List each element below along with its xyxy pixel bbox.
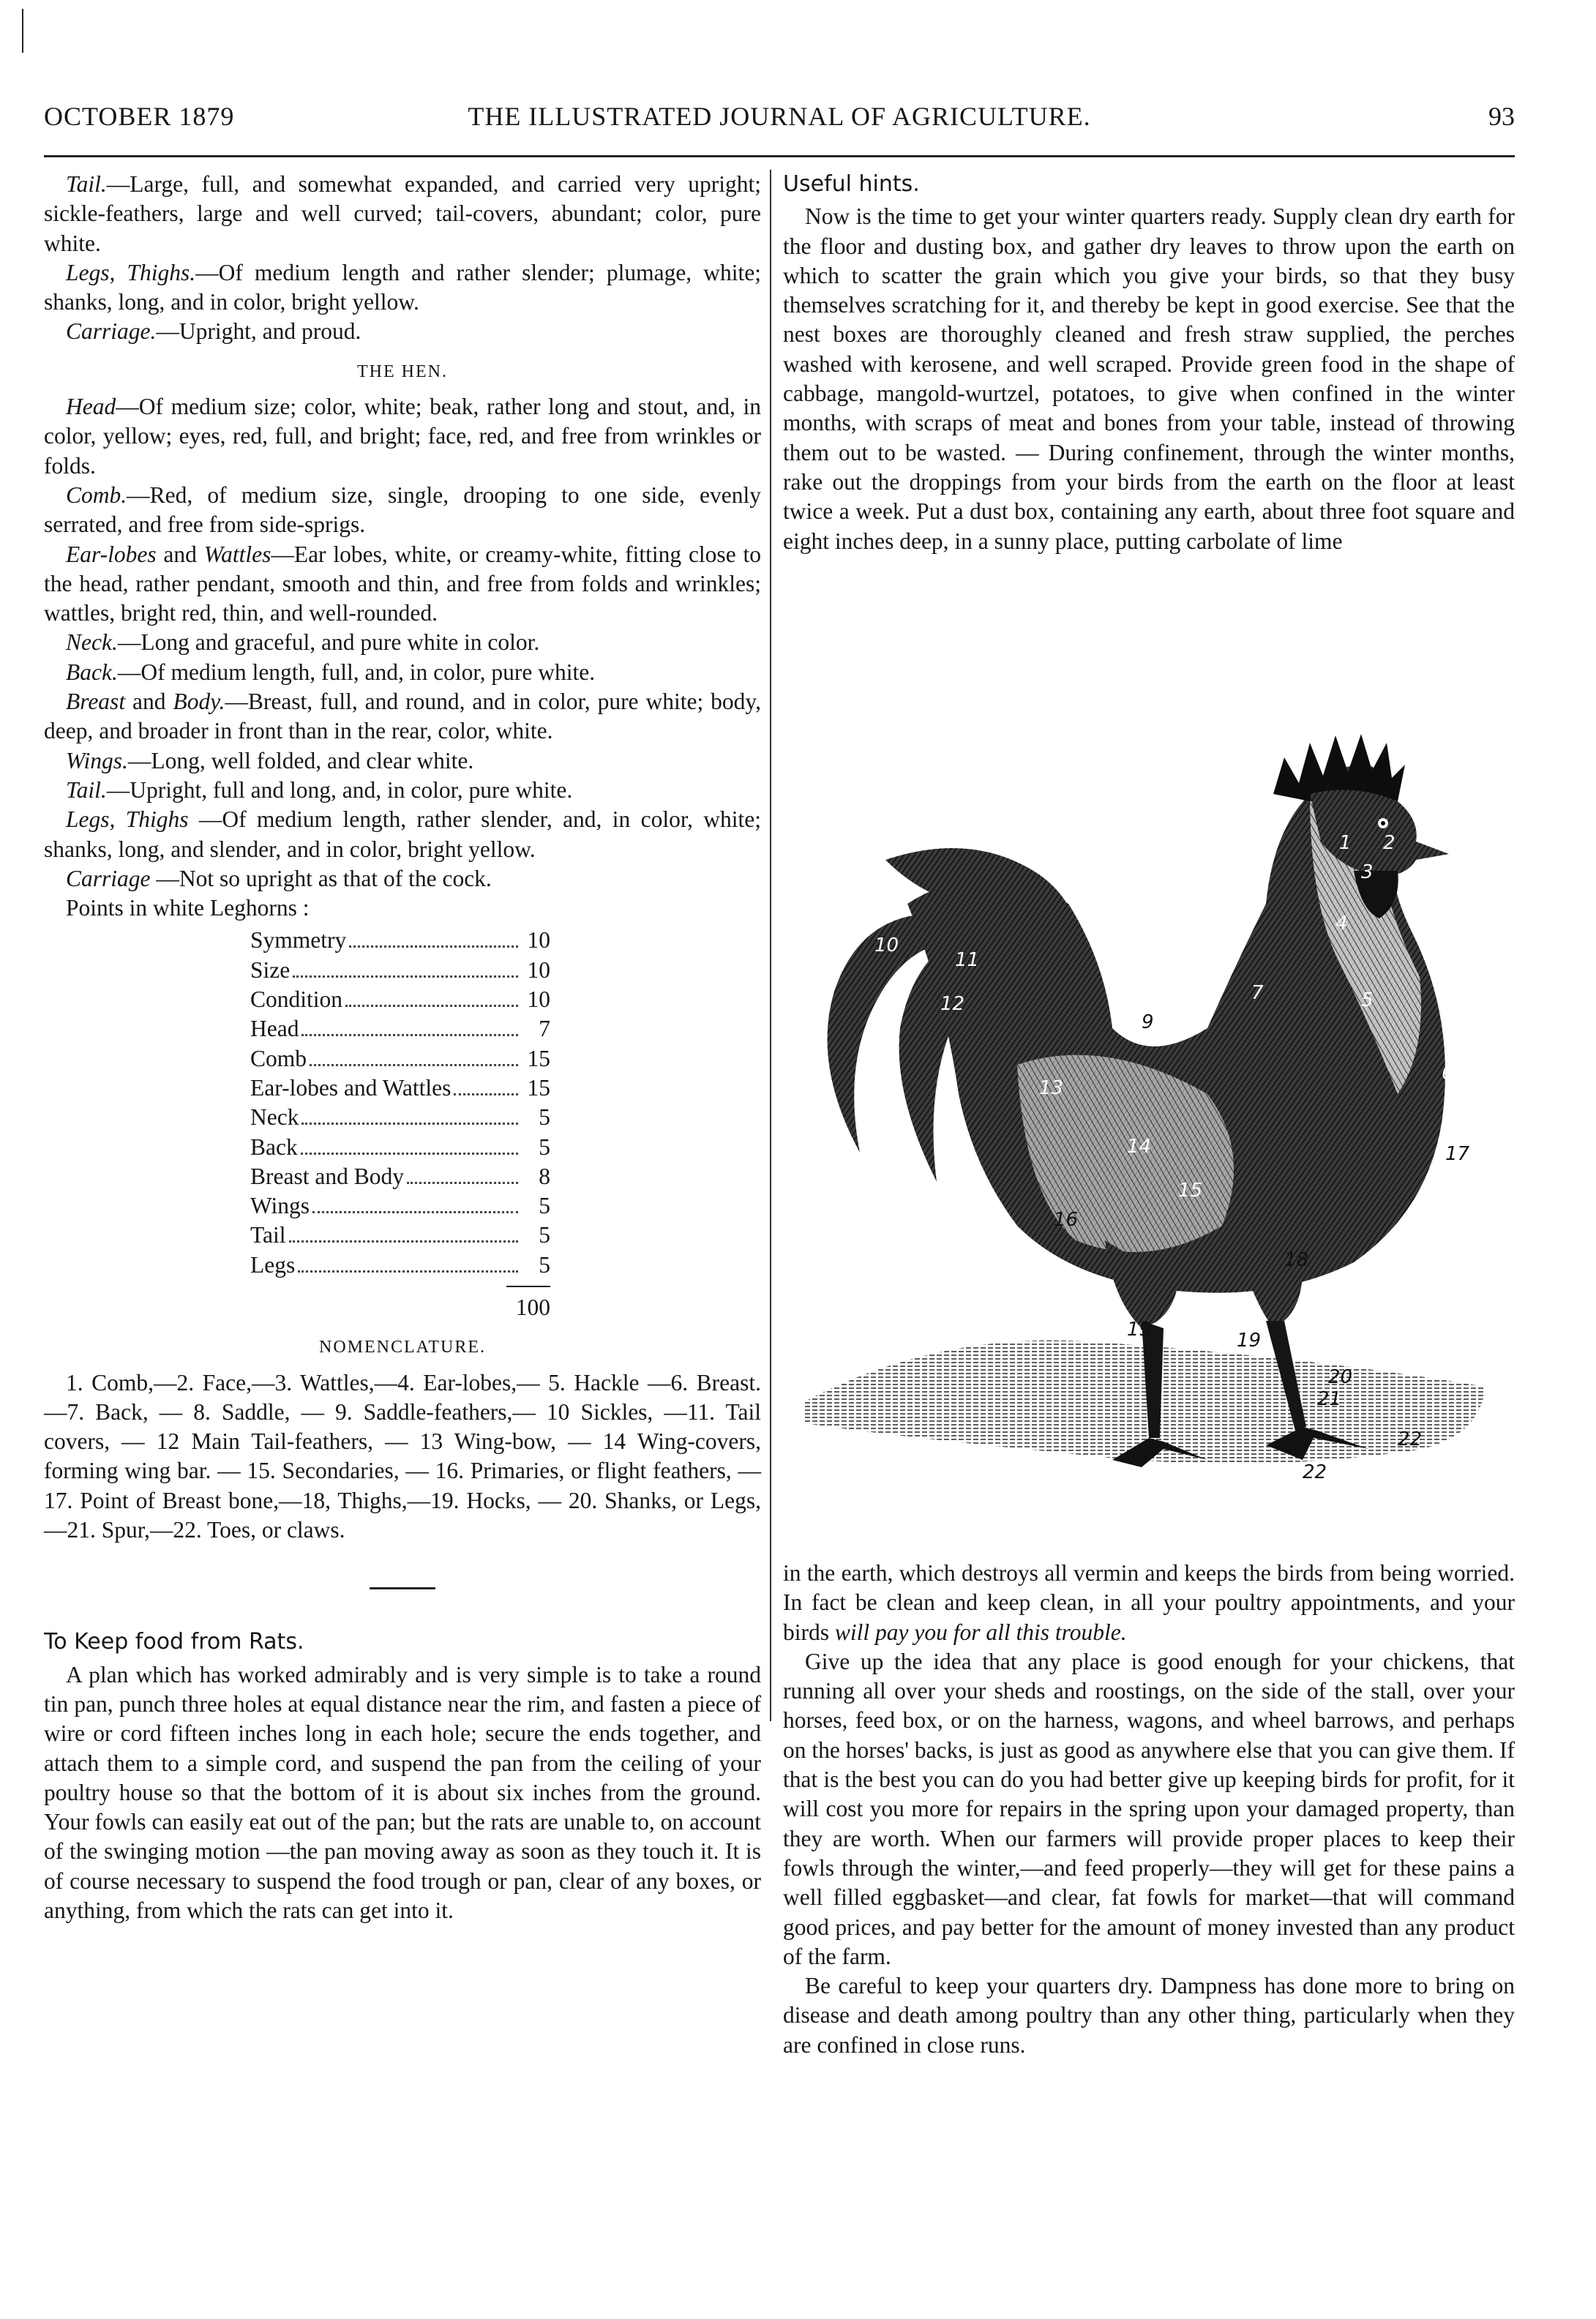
figure-label: 4: [1335, 913, 1348, 934]
figure-label: 20: [1328, 1366, 1353, 1388]
point-name: Symmetry: [250, 927, 347, 954]
point-name: Legs: [250, 1251, 296, 1278]
standard-entry: [44, 628, 761, 657]
points-row: [250, 956, 550, 985]
standard-entry: [44, 864, 761, 893]
journal-title: THE ILLUSTRATED JOURNAL OF AGRICULTURE.: [468, 102, 1091, 131]
cock-standards: [44, 170, 761, 347]
point-value: 5: [539, 1222, 550, 1248]
issue-date: OCTOBER 1879: [44, 102, 235, 131]
standard-entry: [44, 481, 761, 540]
figure-label: 21: [1317, 1388, 1342, 1410]
figure-label: 17: [1445, 1143, 1470, 1165]
right-column-bottom: [783, 1559, 1515, 2060]
entry-text: —Of medium length, full, and, in color, pure white.: [117, 659, 596, 685]
entry-term: Comb.: [66, 482, 127, 508]
hints-continued: [783, 1559, 1515, 1647]
entry-text: —Of medium size; color, white; beak, rather long and stout, and, in color, yellow; eyes, red, full, and bright; face, red, and free from wrinkles or folds.: [44, 394, 761, 479]
entry-text: —Not so upright as that of the cock.: [150, 865, 492, 891]
points-row: [250, 1221, 550, 1250]
points-total: 100: [515, 1294, 550, 1320]
header-rule: [44, 155, 1515, 157]
points-row: [250, 1251, 550, 1280]
points-row: [250, 1191, 550, 1221]
entry-term: Legs, Thighs.: [66, 259, 196, 285]
figure-label: 16: [1054, 1209, 1079, 1231]
entry-text: —Red, of medium size, single, drooping to one side, evenly serrated, and free from side-sprigs.: [44, 482, 761, 538]
entry-term: Tail.: [66, 171, 107, 197]
point-value: 15: [527, 1074, 550, 1101]
entry-term: Body.: [173, 689, 225, 715]
standard-entry: [44, 687, 761, 746]
points-row: [250, 1014, 550, 1044]
point-name: Tail: [250, 1222, 286, 1248]
standard-entry: [44, 746, 761, 776]
points-intro: Points in white Leghorns :: [66, 895, 310, 921]
entry-term: Legs, Thighs: [66, 806, 189, 833]
point-value: 10: [527, 986, 550, 1013]
entry-conj: and: [125, 689, 173, 715]
figure-label: 5: [1361, 989, 1374, 1011]
points-row: [250, 1074, 550, 1103]
figure-label: 14: [1127, 1136, 1152, 1158]
leader-dots: [345, 1005, 518, 1007]
points-row: [250, 1162, 550, 1191]
point-value: 10: [527, 927, 550, 954]
hints-paragraph: Be careful to keep your quarters dry. Dampness has done more to bring on disease and death among poultry than any other thing, particularly when they are confined in close runs.: [783, 1973, 1515, 2058]
point-value: 5: [539, 1193, 550, 1219]
nomenclature-heading: NOMENCLATURE.: [319, 1338, 486, 1357]
figure-label: 6: [1442, 1063, 1454, 1084]
entry-term: Wattles: [203, 541, 271, 567]
points-row: [250, 1103, 550, 1132]
entry-conj: and: [156, 541, 204, 567]
leader-dots: [310, 1064, 518, 1066]
standard-entry: [44, 776, 761, 805]
right-column-top: [783, 170, 1515, 556]
entry-text: —Long, well folded, and clear white.: [127, 747, 474, 773]
hints-heading: Useful hints.: [783, 171, 920, 197]
margin-mark: [22, 9, 23, 53]
leader-dots: [301, 1153, 518, 1155]
entry-term: Carriage.: [66, 318, 157, 345]
nomenclature-text: 1. Comb,—2. Face,—3. Wattles,—4. Ear-lobes,— 5. Hackle —6. Breast.—7. Back, — 8. Saddle, — 9. Saddle-feathers,— 10 Sickles, —11. Tail covers, — 12 Main Tail-feathers, — 13 Wing-bow, — 14 Wing-covers, forming wing bar. — 15. Secondaries, — 16. Primaries, or flight feathers, — 17. Point of Breast bone,—18, Thighs,—19. Hocks, — 20. Shanks, or Legs,—21. Spur,—22. Toes, or claws.: [44, 1369, 761, 1543]
entry-term: Head: [66, 394, 116, 420]
figure-label: 1: [1339, 832, 1352, 854]
entry-term: Carriage: [66, 865, 151, 891]
entry-term: Ear-lobes: [66, 541, 157, 567]
figure-label: 15: [1178, 1180, 1203, 1202]
points-row: [250, 1133, 550, 1162]
entry-text: —Breast, full, and round, and in color, pure white; body, deep, and broader in front than in the rear, color, white.: [44, 689, 761, 744]
point-value: 5: [539, 1104, 550, 1131]
figure-label: 11: [955, 949, 980, 971]
entry-text: —Upright, and proud.: [156, 318, 361, 345]
leader-dots: [312, 1211, 518, 1213]
figure-label: 10: [874, 934, 899, 956]
leader-dots: [301, 1034, 518, 1036]
rats-text: A plan which has worked admirably and is very simple is to take a round tin pan, punch three holes at equal distance near the rim, and fasten a piece of wire or cord fifteen inches long in each hole; secure the ends together, and attach them to a simple cord, and suspend the pan from the ceiling of your poultry house so that the bottom of it is about six inches from the ground. Your fowls can easily eat out of the pan; but the rats are unable to, on account of the swinging motion —the pan moving away as soon as they touch it. It is of course necessary to suspend the food trough or pan, clear of any boxes, or anything, from which the rats can get into it.: [44, 1661, 761, 1924]
standard-entry: [44, 658, 761, 687]
standard-entry: [44, 540, 761, 629]
leader-dots: [298, 1270, 518, 1273]
point-name: Condition: [250, 986, 343, 1013]
standard-entry: [44, 805, 761, 864]
point-name: Back: [250, 1134, 298, 1160]
figure-label: 9: [1142, 1011, 1154, 1033]
point-name: Wings: [250, 1193, 310, 1219]
entry-text: —Of medium length and rather slender; plumage, white; shanks, long, and in color, bright yellow.: [44, 259, 761, 315]
points-table: [250, 926, 550, 1322]
entry-text: —Ear lobes, white, or creamy-white, fitting close to the head, rather pendant, smooth and thin, and free from folds and wrinkles; wattles, bright red, thin, and well-rounded.: [44, 541, 761, 626]
figure-label: 8: [1207, 975, 1220, 997]
entry-text: —Large, full, and somewhat expanded, and carried very upright; sickle-feathers, large and well curved; tail-covers, abundant; color, pure white.: [44, 171, 761, 256]
hen-heading: THE HEN.: [357, 361, 448, 381]
points-row: [250, 985, 550, 1014]
point-name: Ear-lobes and Wattles: [250, 1074, 452, 1101]
entry-term: Wings.: [66, 747, 128, 773]
entry-text: —Long and graceful, and pure white in color.: [117, 629, 540, 656]
figure-label: 18: [1284, 1249, 1309, 1271]
figure-label: 12: [940, 993, 965, 1015]
standard-entry: [44, 317, 761, 346]
leader-dots: [293, 975, 518, 978]
figure-label: 7: [1251, 982, 1264, 1004]
left-column: [44, 170, 761, 1925]
point-value: 8: [539, 1163, 550, 1189]
total-rule: [506, 1286, 550, 1287]
hints-continued-text: in the earth, which destroys all vermin and keeps the birds from being worried. In fact be clean and keep clean, in all your poultry appointments, and your birds: [783, 1560, 1515, 1645]
entry-term: Tail.: [66, 776, 107, 803]
entry-term: Back.: [66, 659, 118, 685]
figure-label: 3: [1361, 861, 1374, 883]
figure-label: 2: [1383, 832, 1395, 854]
leader-dots: [349, 945, 518, 948]
entry-text: —Upright, full and long, and, in color, pure white.: [106, 776, 573, 803]
rooster-illustration: [798, 684, 1515, 1529]
rats-heading: To Keep food from Rats.: [44, 1629, 304, 1655]
hints-text: Now is the time to get your winter quarters ready. Supply clean dry earth for the floor and dusting box, and gather dry leaves to throw upon the earth on which to scatter the grain which you give your birds, so that they busy themselves scratching for it, and thereby be kept in good exercise. See that the nest boxes are thoroughly cleaned and fresh straw supplied, the perches washed with kerosene, and well scraped. Provide green food in the shape of cabbage, mangold-wurtzel, potatoes, to give when confined in the winter months, with scraps of meat and bones from your table, instead of throwing them out to be wasted. — During confinement, through the winter months, rake out the droppings from your birds from the earth on the floor at least twice a week. Put a dust box, containing any earth, about three foot square and eight inches deep, in a sunny place, putting carbolate of lime: [783, 203, 1515, 554]
point-value: 15: [527, 1045, 550, 1071]
figure-label: 13: [1039, 1077, 1064, 1099]
standard-entry: [44, 392, 761, 481]
point-name: Size: [250, 956, 291, 983]
hints-paragraph: Give up the idea that any place is good enough for your chickens, that running all over your sheds and roostings, on the side of the stall, over your horses, feed box, or on the harness, wagons, and wheel barrows, and perhaps on the horses' backs, is just as good as anywhere else that you can give them. If that is the best you can do you had better give up keeping birds for profit, for it will cost you more for repairs in the spring upon your damaged property, than they are worth. When our farmers will provide proper places to keep their fowls through the winter,—and feed properly—they will get for these pains a well filled eggbasket—and clear, fat fowls for market—that will command good prices, and pay better for the amount of money invested than any product of the farm.: [783, 1648, 1515, 1969]
points-row: [250, 1044, 550, 1074]
running-header: [44, 101, 1515, 145]
column-rule: [770, 170, 771, 1721]
page-number: 93: [1488, 102, 1515, 131]
figure-label: 22: [1398, 1428, 1423, 1450]
entry-term: Neck.: [66, 629, 118, 656]
points-row: [250, 926, 550, 955]
article-separator: [370, 1587, 435, 1589]
entry-term: Breast: [66, 689, 126, 715]
point-name: Head: [250, 1016, 299, 1042]
point-name: Comb: [250, 1045, 307, 1071]
point-name: Breast and Body: [250, 1163, 404, 1189]
standard-entry: [44, 170, 761, 258]
figure-label: 19: [1237, 1330, 1262, 1352]
leader-dots: [289, 1240, 518, 1243]
point-name: Neck: [250, 1104, 299, 1131]
entry-text: —Of medium length, rather slender, and, in color, white; shanks, long, and slender, and in color, bright yellow.: [44, 806, 761, 862]
point-value: 5: [539, 1134, 550, 1160]
rooster-engraving: [798, 684, 1515, 1529]
point-value: 5: [539, 1251, 550, 1278]
leader-dots: [301, 1123, 518, 1125]
leader-dots: [454, 1093, 518, 1095]
hen-standards: [44, 392, 761, 893]
standard-entry: [44, 258, 761, 318]
figure-label: 19: [1127, 1319, 1152, 1341]
leader-dots: [407, 1182, 518, 1184]
hints-emphasis: will pay you for all this trouble.: [834, 1619, 1127, 1645]
point-value: 10: [527, 956, 550, 983]
figure-label: 22: [1303, 1461, 1327, 1483]
point-value: 7: [539, 1016, 550, 1042]
